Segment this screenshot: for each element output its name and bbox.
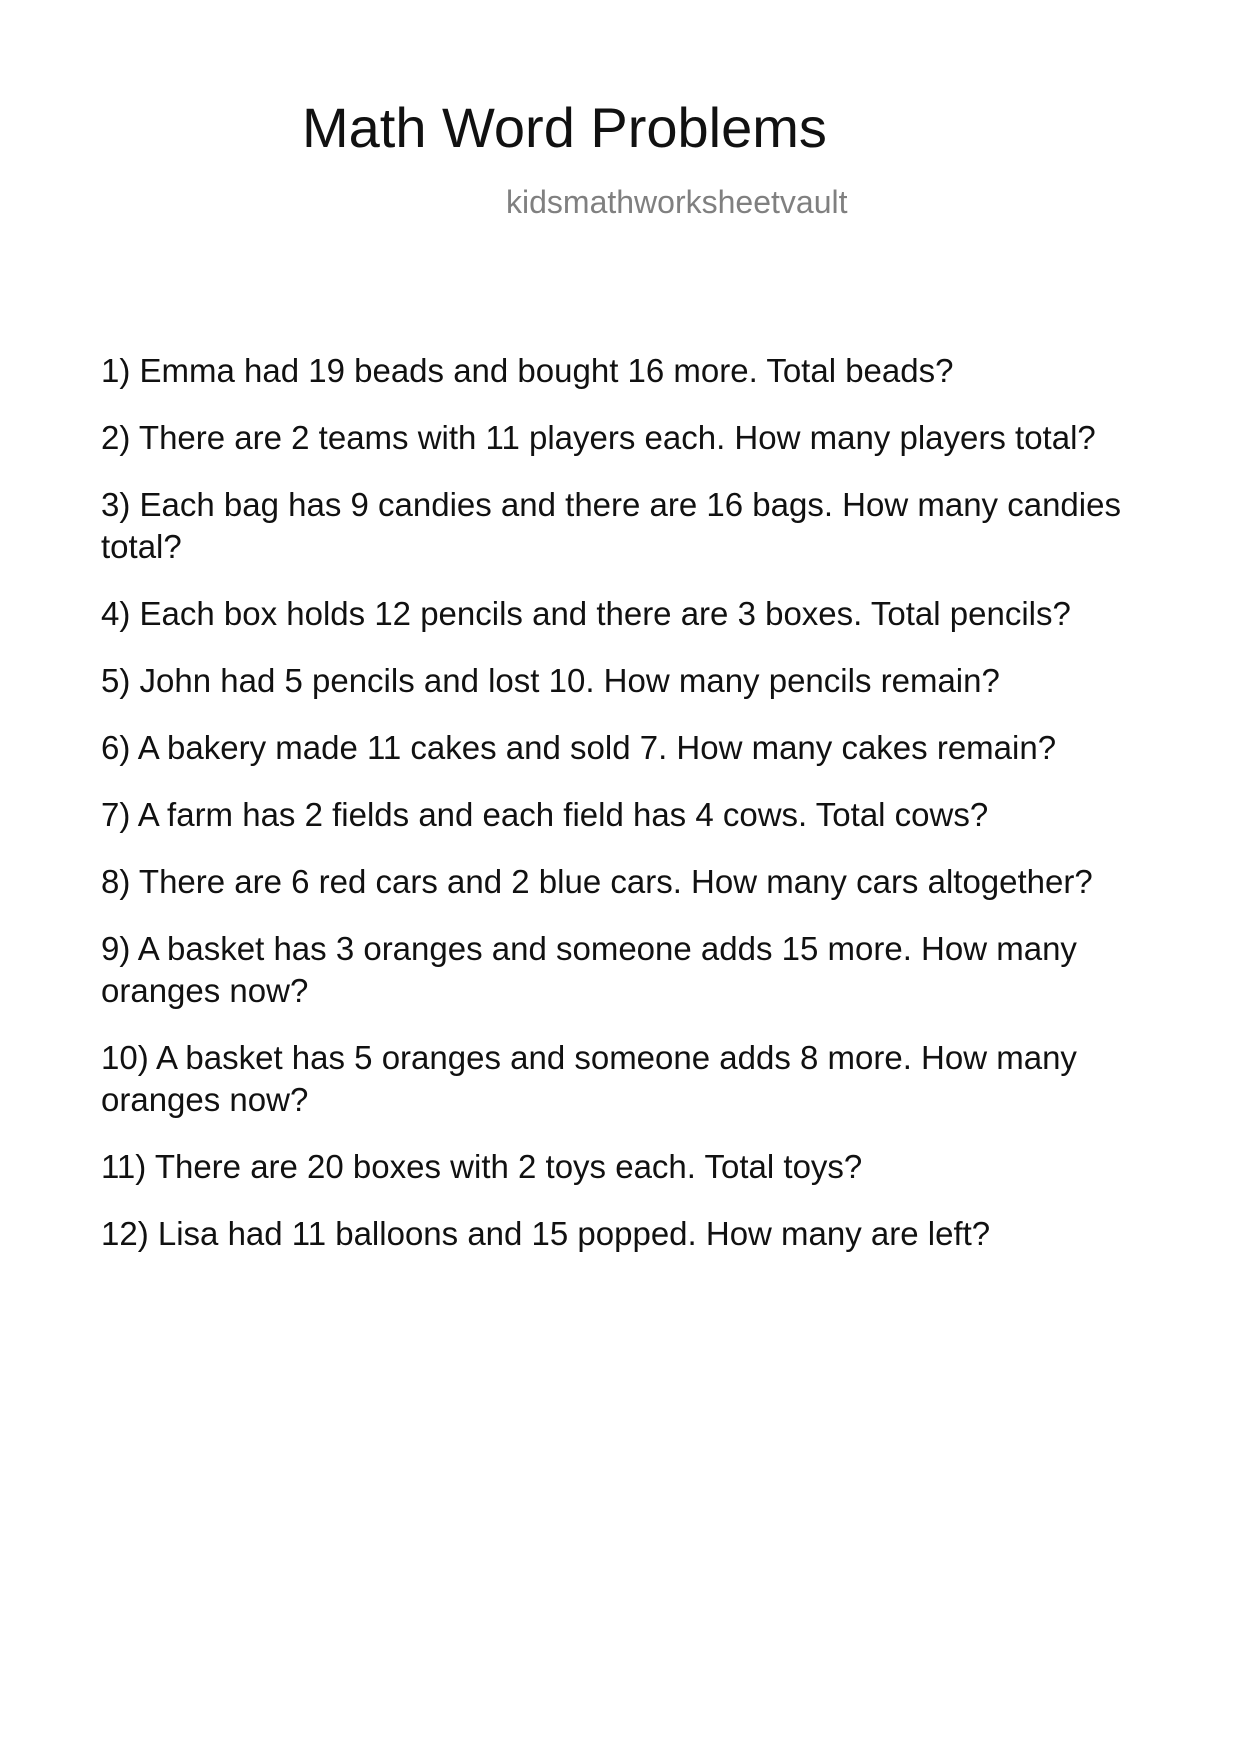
problem-item-5: 5) John had 5 pencils and lost 10. How many pencils remain?: [101, 662, 1000, 699]
problem-item-1: 1) Emma had 19 beads and bought 16 more. Total beads?: [101, 352, 954, 389]
page-subtitle: kidsmathworksheetvault: [506, 184, 848, 220]
problem-item-7: 7) A farm has 2 fields and each field has 4 cows. Total cows?: [101, 796, 989, 833]
problem-list: [101, 350, 1161, 1280]
problem-item-9: 9) A basket has 3 oranges and someone adds 15 more. How many oranges now?: [101, 930, 1077, 1009]
problem-item-2: 2) There are 2 teams with 11 players each. How many players total?: [101, 419, 1096, 456]
problem-item-3: 3) Each bag has 9 candies and there are 16 bags. How many candies total?: [101, 486, 1121, 565]
problem-item-11: 11) There are 20 boxes with 2 toys each. Total toys?: [101, 1148, 863, 1185]
problem-item-8: 8) There are 6 red cars and 2 blue cars. How many cars altogether?: [101, 863, 1093, 900]
problem-item-4: 4) Each box holds 12 pencils and there are 3 boxes. Total pencils?: [101, 595, 1071, 632]
problem-item-6: 6) A bakery made 11 cakes and sold 7. How many cakes remain?: [101, 729, 1057, 766]
problem-item-10: 10) A basket has 5 oranges and someone adds 8 more. How many oranges now?: [101, 1039, 1077, 1118]
page-title: Math Word Problems: [302, 96, 827, 159]
problem-item-12: 12) Lisa had 11 balloons and 15 popped. How many are left?: [101, 1215, 991, 1252]
